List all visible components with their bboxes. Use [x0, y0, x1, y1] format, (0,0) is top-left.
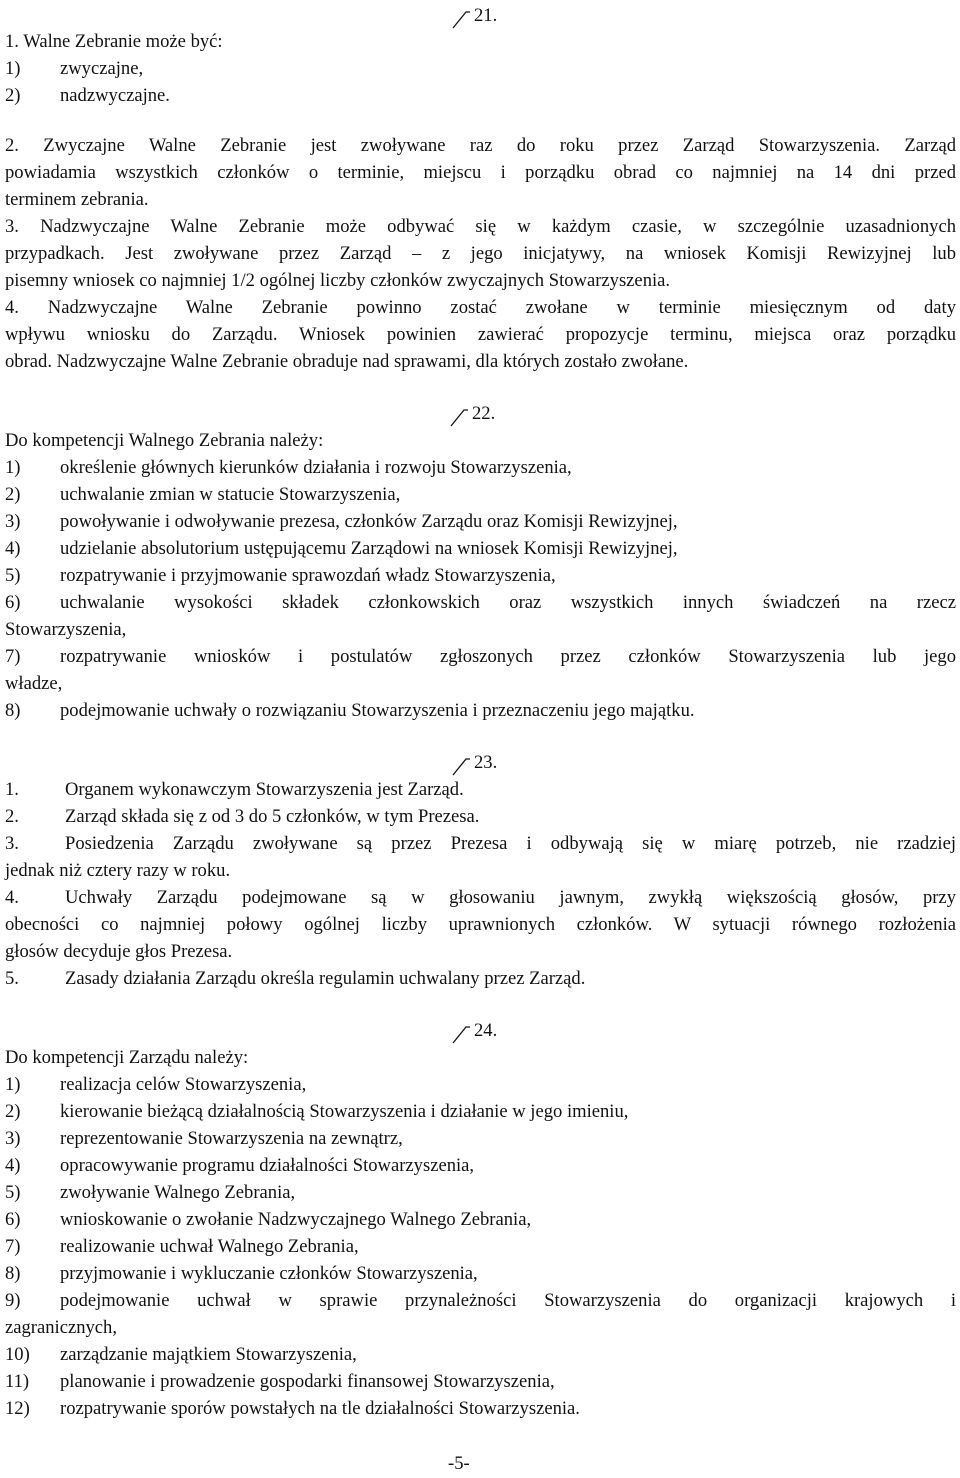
s21-p2-line: terminem zebrania.: [5, 189, 149, 210]
list-number: 4): [5, 538, 21, 559]
list-number: 2): [5, 1101, 21, 1122]
list-item-cont: obecności co najmniej połowy ogólnej liczby uprawnionych członków. W sytuacji równego rozłożenia: [5, 914, 956, 935]
list-number: 5.: [5, 968, 19, 989]
section-24-number: 24.: [474, 1020, 498, 1041]
list-item: planowanie i prowadzenie gospodarki finansowej Stowarzyszenia,: [60, 1371, 555, 1392]
list-number: 3): [5, 1128, 21, 1149]
list-number: 3): [5, 511, 21, 532]
list-item: Zarząd składa się z od 3 do 5 członków, w tym Prezesa.: [65, 806, 480, 827]
section-mark-icon: [450, 1023, 472, 1045]
list-item-cont: Stowarzyszenia,: [5, 619, 127, 640]
list-item: Organem wykonawczym Stowarzyszenia jest Zarząd.: [65, 779, 464, 800]
list-number: 1): [5, 1074, 21, 1095]
list-item-text: uchwalanie wysokości składek członkowskich oraz wszystkich innych świadczeń na rzecz: [60, 592, 956, 613]
list-item-text: Uchwały Zarządu podejmowane są w głosowaniu jawnym, zwykłą większością głosów, przy: [65, 887, 956, 908]
list-item-text: podejmowanie uchwał w sprawie przynależności Stowarzyszenia do organizacji krajowych i: [60, 1290, 956, 1311]
list-number: 11): [5, 1371, 30, 1392]
section-21-number: 21.: [474, 5, 498, 26]
s21-p1-intro: 1. Walne Zebranie może być:: [5, 31, 223, 52]
section-23-number: 23.: [474, 752, 498, 773]
list-item: kierowanie bieżącą działalnością Stowarzyszenia i działanie w jego imieniu,: [60, 1101, 629, 1122]
list-item-text: Posiedzenia Zarządu zwoływane są przez Prezesa i odbywają się w miarę potrzeb, nie rzadziej: [65, 833, 956, 854]
list-item-cont: jednak niż cztery razy w roku.: [5, 860, 231, 881]
list-item-text: rozpatrywanie wniosków i postulatów zgłoszonych przez członków Stowarzyszenia lub jego: [60, 646, 956, 667]
s21-p3-line: pisemny wniosek co najmniej 1/2 ogólnej liczby członków zwyczajnych Stowarzyszenia.: [5, 270, 671, 291]
list-number: 5): [5, 1182, 21, 1203]
list-item: zwyczajne,: [60, 58, 144, 79]
list-number: 1.: [5, 779, 19, 800]
list-number: 4): [5, 1155, 21, 1176]
list-number: 2.: [5, 806, 19, 827]
list-item: realizacja celów Stowarzyszenia,: [60, 1074, 307, 1095]
list-item-cont: głosów decyduje głos Prezesa.: [5, 941, 233, 962]
s22-intro: Do kompetencji Walnego Zebrania należy:: [5, 430, 324, 451]
list-item: Zasady działania Zarządu określa regulamin uchwalany przez Zarząd.: [65, 968, 586, 989]
list-number: 5): [5, 565, 21, 586]
section-mark-icon: [448, 406, 470, 428]
list-number: 1): [5, 457, 21, 478]
s21-p2-line: 2. Zwyczajne Walne Zebranie jest zwoływane raz do roku przez Zarząd Stowarzyszenia. Zarząd: [5, 135, 956, 156]
list-number: 4.: [5, 887, 19, 908]
list-number: 12): [5, 1398, 30, 1419]
s24-intro: Do kompetencji Zarządu należy:: [5, 1047, 249, 1068]
list-number: 8): [5, 1263, 21, 1284]
list-item: określenie głównych kierunków działania i rozwoju Stowarzyszenia,: [60, 457, 572, 478]
list-item: zwoływanie Walnego Zebrania,: [60, 1182, 296, 1203]
s21-p4-line: 4. Nadzwyczajne Walne Zebranie powinno zostać zwołane w terminie miesięcznym od daty: [5, 297, 956, 318]
s21-p4-line: wpływu wniosku do Zarządu. Wniosek powinien zawierać propozycje terminu, miejsca oraz porządku: [5, 324, 956, 345]
s21-p3-line: przypadkach. Jest zwoływane przez Zarząd – z jego inicjatywy, na wniosek Komisji Rewizyjnej lub: [5, 243, 956, 264]
list-number: 1): [5, 58, 21, 79]
list-item: nadzwyczajne.: [60, 85, 170, 106]
list-number: 6): [5, 592, 21, 613]
list-number: 10): [5, 1344, 30, 1365]
list-item: udzielanie absolutorium ustępującemu Zarządowi na wniosek Komisji Rewizyjnej,: [60, 538, 678, 559]
s21-p3-line: 3. Nadzwyczajne Walne Zebranie może odbywać się w każdym czasie, w szczególnie uzasadnionych: [5, 216, 956, 237]
list-item: powoływanie i odwoływanie prezesa, członków Zarządu oraz Komisji Rewizyjnej,: [60, 511, 678, 532]
list-item: uchwalanie zmian w statucie Stowarzyszenia,: [60, 484, 401, 505]
s21-p2-line: powiadamia wszystkich członków o terminie, miejscu i porządku obrad co najmniej na 14 dni przed: [5, 162, 956, 183]
section-mark-icon: [450, 8, 472, 30]
list-item: opracowywanie programu działalności Stowarzyszenia,: [60, 1155, 475, 1176]
page-number: -5-: [448, 1453, 470, 1474]
list-number: 7): [5, 1236, 21, 1257]
list-number: 8): [5, 700, 21, 721]
list-item-cont: zagranicznych,: [5, 1317, 118, 1338]
list-item: reprezentowanie Stowarzyszenia na zewnątrz,: [60, 1128, 403, 1149]
list-item: podejmowanie uchwały o rozwiązaniu Stowarzyszenia i przeznaczeniu jego majątku.: [60, 700, 695, 721]
list-item: przyjmowanie i wykluczanie członków Stowarzyszenia,: [60, 1263, 478, 1284]
list-number: 2): [5, 85, 21, 106]
s21-p4-line: obrad. Nadzwyczajne Walne Zebranie obraduje nad sprawami, dla których zostało zwołane.: [5, 351, 689, 372]
list-number: 9): [5, 1290, 21, 1311]
list-number: 7): [5, 646, 21, 667]
list-item-cont: władze,: [5, 673, 63, 694]
list-number: 3.: [5, 833, 19, 854]
list-item: realizowanie uchwał Walnego Zebrania,: [60, 1236, 359, 1257]
section-22-number: 22.: [472, 403, 496, 424]
list-item: wnioskowanie o zwołanie Nadzwyczajnego Walnego Zebrania,: [60, 1209, 532, 1230]
list-number: 6): [5, 1209, 21, 1230]
section-mark-icon: [450, 755, 472, 777]
list-item: rozpatrywanie sporów powstałych na tle działalności Stowarzyszenia.: [60, 1398, 580, 1419]
list-number: 2): [5, 484, 21, 505]
list-item: zarządzanie majątkiem Stowarzyszenia,: [60, 1344, 357, 1365]
list-item: rozpatrywanie i przyjmowanie sprawozdań władz Stowarzyszenia,: [60, 565, 556, 586]
